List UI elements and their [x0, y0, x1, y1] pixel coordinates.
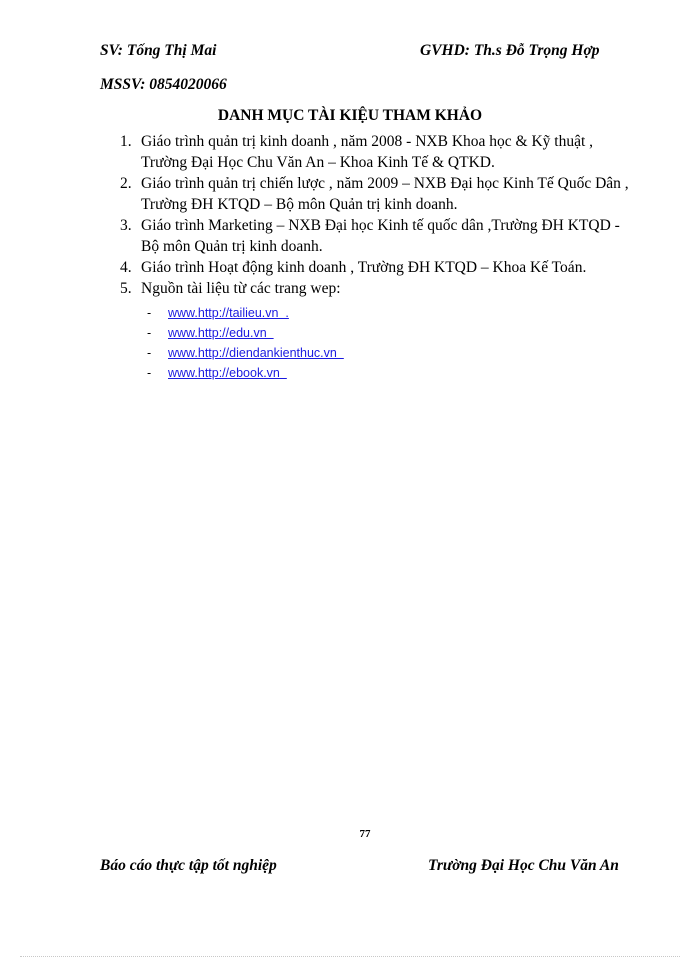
- header-student-id: MSSV: 0854020066: [100, 76, 227, 93]
- list-dash: -: [147, 346, 152, 360]
- reference-item: [112, 131, 632, 173]
- website-link[interactable]: www.http://ebook.vn: [168, 366, 287, 380]
- reference-number: 2.: [120, 175, 132, 192]
- reference-text: Giáo trình quản trị chiến lược , năm 2009 – NXB Đại học Kinh Tế Quốc Dân , Trường ĐH KTQD – Bộ môn Quản trị kinh doanh.: [141, 175, 629, 213]
- list-dash: -: [147, 306, 152, 320]
- reference-text: Giáo trình Hoạt động kinh doanh , Trường ĐH KTQD – Khoa Kế Toán.: [141, 259, 587, 276]
- list-dash: -: [147, 366, 152, 380]
- page-number: 77: [359, 828, 371, 840]
- reference-number: 1.: [120, 133, 132, 150]
- reference-item: [112, 278, 632, 383]
- reference-number: 3.: [120, 217, 132, 234]
- footer-report-title: Báo cáo thực tập tốt nghiệp: [100, 857, 277, 874]
- page-title: DANH MỤC TÀI KIỆU THAM KHẢO: [217, 107, 483, 124]
- website-link[interactable]: www.http://diendankienthuc.vn: [168, 346, 344, 360]
- reference-number: 5.: [120, 280, 132, 297]
- reference-item: [112, 257, 632, 278]
- reference-text: Nguồn tài liệu từ các trang wep:: [141, 280, 341, 297]
- page-bottom-divider: [20, 956, 680, 957]
- reference-text: Giáo trình quản trị kinh doanh , năm 2008 - NXB Khoa học & Kỹ thuật , Trường Đại Học Chu Văn An – Khoa Kinh Tế & QTKD.: [141, 133, 594, 171]
- website-item: [141, 363, 632, 383]
- reference-text: Giáo trình Marketing – NXB Đại học Kinh tế quốc dân ,Trường ĐH KTQD - Bộ môn Quản trị kinh doanh.: [141, 217, 620, 255]
- list-dash: -: [147, 326, 152, 340]
- footer-school-name: Trường Đại Học Chu Văn An: [428, 857, 619, 874]
- reference-item: [112, 215, 632, 257]
- reference-item: [112, 173, 632, 215]
- website-link[interactable]: www.http://tailieu.vn .: [168, 306, 289, 320]
- website-item: [141, 343, 632, 363]
- website-item: [141, 303, 632, 323]
- reference-number: 4.: [120, 259, 132, 276]
- reference-list: [112, 131, 632, 383]
- website-list: [141, 303, 632, 383]
- website-item: [141, 323, 632, 343]
- header-student-name: SV: Tống Thị Mai: [100, 42, 217, 59]
- website-link[interactable]: www.http://edu.vn: [168, 326, 274, 340]
- header-advisor-name: GVHD: Th.s Đỗ Trọng Hợp: [420, 42, 600, 59]
